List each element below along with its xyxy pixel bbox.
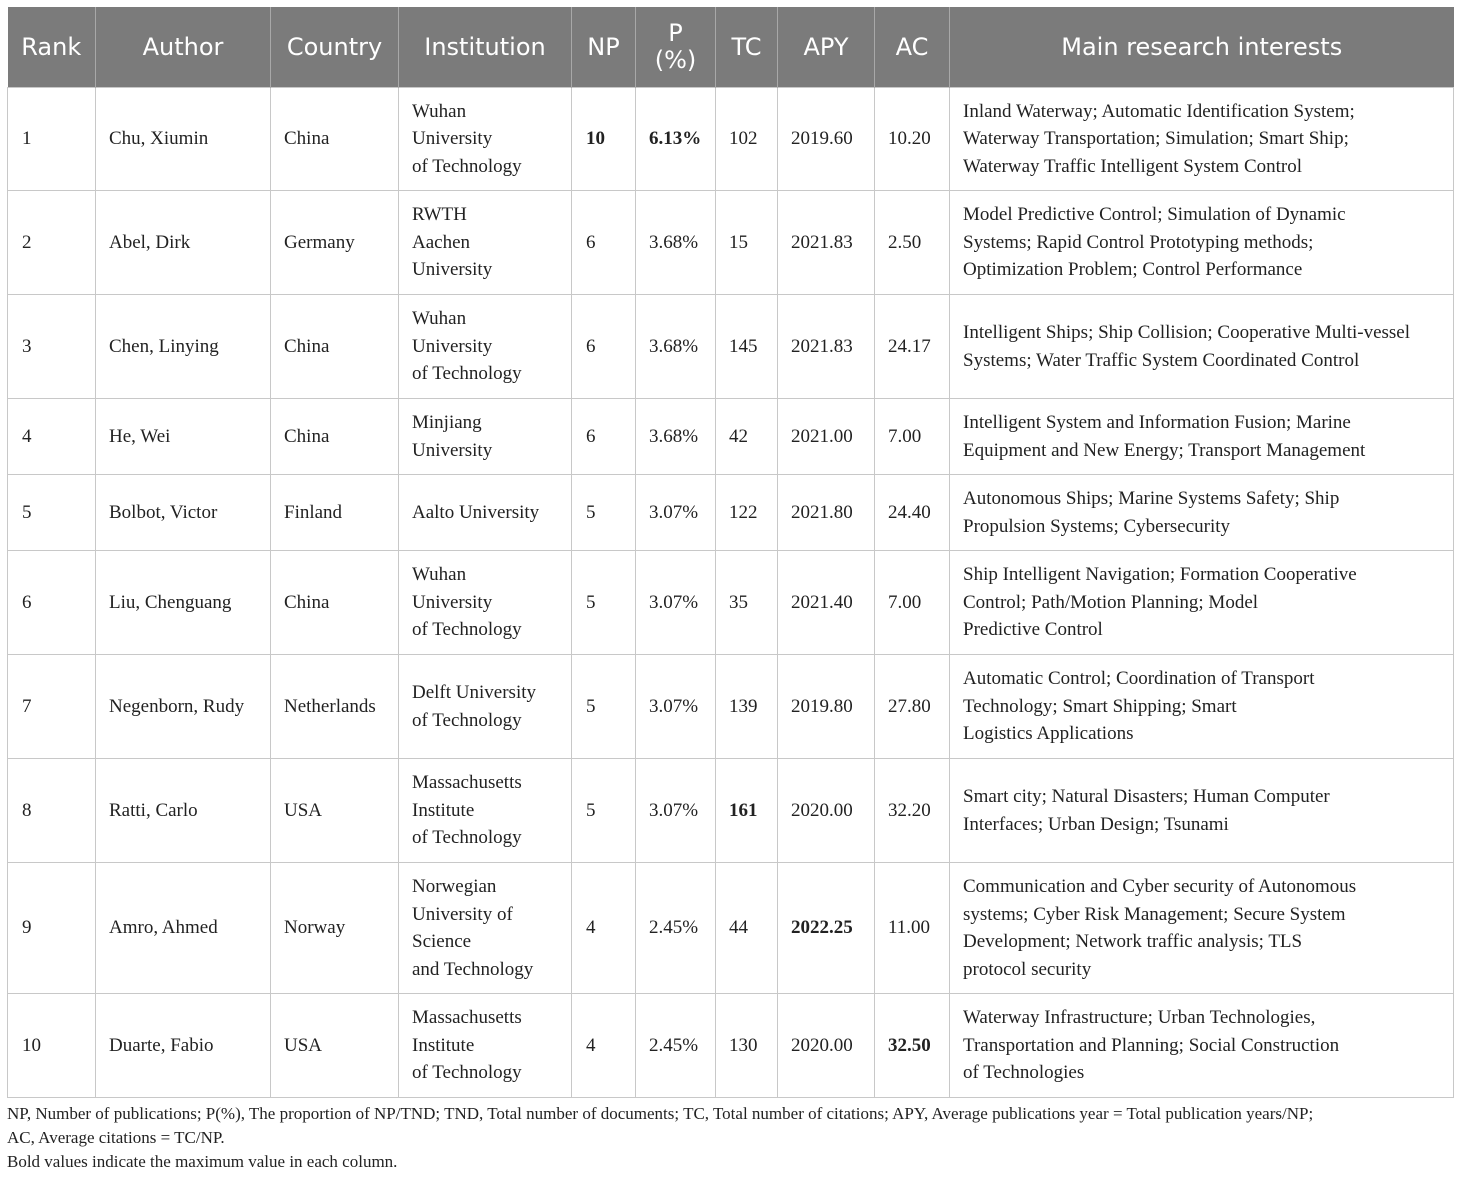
- np-cell: [572, 88, 636, 191]
- interests-cell-line: protocol security: [963, 958, 1092, 980]
- interests-cell-line: Communication and Cyber security of Autonomous: [963, 876, 1357, 897]
- rank-cell-value: 9: [22, 917, 32, 939]
- table-row: [8, 551, 1454, 655]
- apy-cell: [778, 475, 875, 551]
- rank-cell: [8, 759, 96, 863]
- table-row: [8, 475, 1454, 551]
- tc-cell: [716, 399, 778, 475]
- rank-cell-value: 4: [22, 425, 32, 447]
- ac-cell-value: 27.80: [888, 695, 931, 717]
- author-cell: [96, 191, 271, 295]
- p-cell-value: 3.07%: [649, 695, 699, 717]
- p-cell-value: 3.68%: [649, 425, 699, 447]
- institution-cell-line: University: [412, 335, 493, 357]
- p-cell-value: 3.07%: [649, 501, 699, 523]
- np-cell-value: 6: [586, 231, 596, 253]
- tc-cell-value: 42: [729, 425, 748, 447]
- institution-cell-line: University of: [412, 903, 513, 925]
- interests-cell: [950, 399, 1454, 475]
- header-institution: Institution: [399, 7, 572, 88]
- institution-cell-line: RWTH: [412, 204, 467, 226]
- institution-cell-line: University: [412, 591, 493, 613]
- table-row: [8, 994, 1454, 1098]
- tc-cell: [716, 759, 778, 863]
- table-row: [8, 399, 1454, 475]
- country-cell-value: Finland: [284, 501, 343, 523]
- author-cell: [96, 475, 271, 551]
- p-cell-value: 3.07%: [649, 591, 699, 613]
- interests-cell-line: Automatic Control; Coordination of Transport: [963, 668, 1315, 690]
- ac-cell: [875, 475, 950, 551]
- institution-cell-line: Massachusetts: [412, 1007, 522, 1029]
- np-cell: [572, 655, 636, 759]
- p-cell: [636, 399, 716, 475]
- p-cell: [636, 88, 716, 191]
- author-table: [7, 7, 1454, 1098]
- interests-cell-line: Waterway Infrastructure; Urban Technologies,: [963, 1007, 1316, 1029]
- rank-cell: [8, 295, 96, 399]
- apy-cell: [778, 191, 875, 295]
- interests-cell: [950, 191, 1454, 295]
- np-cell-value: 4: [586, 917, 596, 939]
- np-cell-value: 5: [586, 501, 596, 523]
- rank-cell: [8, 994, 96, 1098]
- tc-cell: [716, 655, 778, 759]
- np-cell: [572, 994, 636, 1098]
- apy-cell-value: 2019.60: [791, 128, 853, 150]
- ac-cell-value: 10.20: [888, 128, 931, 150]
- ac-cell-value: 11.00: [888, 917, 931, 939]
- institution-cell: [399, 994, 572, 1098]
- institution-cell-line: Aachen: [412, 231, 471, 253]
- apy-cell-value: 2021.83: [791, 231, 853, 253]
- ac-cell-value: 2.50: [888, 231, 922, 253]
- footnote: [7, 1102, 1457, 1174]
- np-cell: [572, 759, 636, 863]
- interests-cell-line: Intelligent Ships; Ship Collision; Cooperative Multi-vessel: [963, 322, 1411, 343]
- country-cell-value: Germany: [284, 231, 355, 253]
- institution-cell: [399, 863, 572, 994]
- interests-cell-line: Inland Waterway; Automatic Identification System;: [963, 100, 1355, 122]
- ac-cell-value: 32.50: [888, 1034, 931, 1056]
- institution-cell-line: Delft University: [412, 682, 537, 703]
- apy-cell: [778, 88, 875, 191]
- author-cell-value: He, Wei: [109, 425, 171, 447]
- np-cell: [572, 475, 636, 551]
- np-cell-value: 5: [586, 799, 596, 821]
- institution-cell-line: of Technology: [412, 827, 522, 849]
- p-cell: [636, 759, 716, 863]
- header-rank: Rank: [8, 7, 96, 88]
- institution-cell-line: Institute: [412, 1034, 475, 1056]
- apy-cell: [778, 295, 875, 399]
- header-p: P (%): [636, 7, 716, 88]
- interests-cell-line: Ship Intelligent Navigation; Formation Cooperative: [963, 564, 1357, 586]
- ac-cell-value: 7.00: [888, 591, 922, 613]
- apy-cell: [778, 551, 875, 655]
- p-cell: [636, 994, 716, 1098]
- institution-cell: [399, 191, 572, 295]
- institution-cell-line: of Technology: [412, 363, 522, 385]
- country-cell: [271, 863, 399, 994]
- tc-cell-value: 44: [729, 917, 748, 939]
- apy-cell: [778, 399, 875, 475]
- ac-cell: [875, 88, 950, 191]
- table-row: [8, 863, 1454, 994]
- np-cell: [572, 295, 636, 399]
- country-cell: [271, 551, 399, 655]
- institution-cell-line: Wuhan: [412, 308, 467, 330]
- institution-cell: [399, 655, 572, 759]
- institution-cell: [399, 551, 572, 655]
- ac-cell: [875, 759, 950, 863]
- rank-cell-value: 2: [22, 231, 32, 253]
- country-cell-value: China: [284, 128, 330, 150]
- institution-cell-line: Aalto University: [412, 501, 540, 523]
- ac-cell: [875, 655, 950, 759]
- ac-cell: [875, 191, 950, 295]
- author-cell: [96, 551, 271, 655]
- header-author: Author: [96, 7, 271, 88]
- institution-cell-line: of Technology: [412, 619, 522, 641]
- np-cell-value: 6: [586, 425, 596, 447]
- apy-cell: [778, 994, 875, 1098]
- author-cell-value: Negenborn, Rudy: [109, 695, 245, 717]
- header-row: [8, 7, 1454, 88]
- rank-cell: [8, 475, 96, 551]
- author-cell-value: Liu, Chenguang: [109, 591, 232, 613]
- p-cell-value: 3.68%: [649, 335, 699, 357]
- interests-cell: [950, 295, 1454, 399]
- ac-cell-value: 24.17: [888, 335, 931, 357]
- author-cell-value: Bolbot, Victor: [109, 501, 218, 523]
- author-cell: [96, 399, 271, 475]
- header-np: NP: [572, 7, 636, 88]
- interests-cell-line: Interfaces; Urban Design; Tsunami: [963, 813, 1229, 835]
- institution-cell-line: Norwegian: [412, 876, 497, 897]
- institution-cell: [399, 88, 572, 191]
- institution-cell-line: University: [412, 439, 493, 461]
- p-cell-value: 2.45%: [649, 917, 699, 939]
- institution-cell: [399, 475, 572, 551]
- footnote-line: Bold values indicate the maximum value in each column.: [7, 1152, 398, 1171]
- author-cell-value: Ratti, Carlo: [109, 799, 198, 821]
- apy-cell-value: 2022.25: [791, 917, 853, 939]
- tc-cell: [716, 863, 778, 994]
- country-cell-value: Netherlands: [284, 695, 376, 717]
- p-cell: [636, 295, 716, 399]
- interests-cell-line: Control; Path/Motion Planning; Model: [963, 591, 1259, 613]
- country-cell-value: China: [284, 425, 330, 447]
- tc-cell-value: 15: [729, 231, 748, 253]
- interests-cell: [950, 759, 1454, 863]
- apy-cell: [778, 655, 875, 759]
- np-cell-value: 10: [586, 128, 605, 150]
- rank-cell-value: 1: [22, 128, 32, 150]
- country-cell: [271, 88, 399, 191]
- rank-cell: [8, 863, 96, 994]
- interests-cell: [950, 863, 1454, 994]
- interests-cell-line: Systems; Rapid Control Prototyping methods;: [963, 231, 1314, 253]
- institution-cell-line: Wuhan: [412, 564, 467, 586]
- apy-cell-value: 2020.00: [791, 1034, 853, 1056]
- country-cell-value: China: [284, 591, 330, 613]
- apy-cell-value: 2021.83: [791, 335, 853, 357]
- country-cell: [271, 399, 399, 475]
- table-row: [8, 759, 1454, 863]
- interests-cell-line: Predictive Control: [963, 619, 1103, 641]
- p-cell: [636, 475, 716, 551]
- ac-cell-value: 7.00: [888, 425, 922, 447]
- country-cell: [271, 475, 399, 551]
- tc-cell-value: 102: [729, 128, 758, 150]
- rank-cell: [8, 399, 96, 475]
- footnote-line: AC, Average citations = TC/NP.: [7, 1128, 225, 1147]
- ac-cell-value: 24.40: [888, 501, 931, 523]
- apy-cell-value: 2020.00: [791, 799, 853, 821]
- apy-cell-value: 2021.00: [791, 425, 853, 447]
- header-interests: Main research interests: [950, 7, 1454, 88]
- ac-cell: [875, 399, 950, 475]
- institution-cell-line: of Technology: [412, 155, 522, 177]
- institution-cell-line: Wuhan: [412, 100, 467, 122]
- institution-cell: [399, 759, 572, 863]
- author-cell-value: Amro, Ahmed: [109, 917, 218, 939]
- rank-cell: [8, 88, 96, 191]
- author-cell: [96, 295, 271, 399]
- interests-cell-line: Development; Network traffic analysis; TLS: [963, 931, 1303, 952]
- author-cell: [96, 863, 271, 994]
- p-cell-value: 3.68%: [649, 231, 699, 253]
- interests-cell: [950, 655, 1454, 759]
- country-cell: [271, 655, 399, 759]
- interests-cell: [950, 994, 1454, 1098]
- table-row: [8, 655, 1454, 759]
- rank-cell-value: 5: [22, 501, 32, 523]
- tc-cell-value: 145: [729, 335, 758, 357]
- table-row: [8, 88, 1454, 191]
- header-country: Country: [271, 7, 399, 88]
- institution-cell-line: University: [412, 128, 493, 150]
- footnote-line: NP, Number of publications; P(%), The proportion of NP/TND; TND, Total number of documents; TC, Total number of citations; APY, Average publications year = Total publication years/NP;: [7, 1104, 1314, 1123]
- p-cell: [636, 863, 716, 994]
- interests-cell: [950, 475, 1454, 551]
- institution-cell-line: Minjiang: [412, 412, 482, 433]
- tc-cell: [716, 88, 778, 191]
- interests-cell-line: Systems; Water Traffic System Coordinated Control: [963, 349, 1360, 371]
- interests-cell-line: Optimization Problem; Control Performance: [963, 259, 1303, 281]
- apy-cell: [778, 863, 875, 994]
- institution-cell-line: Massachusetts: [412, 772, 522, 794]
- p-cell: [636, 551, 716, 655]
- author-cell: [96, 88, 271, 191]
- apy-cell: [778, 759, 875, 863]
- interests-cell-line: of Technologies: [963, 1062, 1085, 1084]
- country-cell-value: Norway: [284, 917, 346, 939]
- ac-cell: [875, 551, 950, 655]
- tc-cell: [716, 191, 778, 295]
- header-apy: APY: [778, 7, 875, 88]
- institution-cell: [399, 295, 572, 399]
- np-cell: [572, 399, 636, 475]
- interests-cell: [950, 551, 1454, 655]
- tc-cell-value: 122: [729, 501, 758, 523]
- np-cell-value: 6: [586, 335, 596, 357]
- tc-cell: [716, 994, 778, 1098]
- p-cell: [636, 655, 716, 759]
- tc-cell: [716, 295, 778, 399]
- institution-cell: [399, 399, 572, 475]
- table-row: [8, 191, 1454, 295]
- p-cell-value: 2.45%: [649, 1034, 699, 1056]
- interests-cell-line: Propulsion Systems; Cybersecurity: [963, 515, 1231, 537]
- country-cell: [271, 295, 399, 399]
- ac-cell-value: 32.20: [888, 799, 931, 821]
- interests-cell: [950, 88, 1454, 191]
- interests-cell-line: Technology; Smart Shipping; Smart: [963, 695, 1237, 717]
- header-ac: AC: [875, 7, 950, 88]
- p-cell-value: 6.13%: [649, 128, 702, 150]
- table-container: [7, 7, 1453, 1098]
- rank-cell: [8, 655, 96, 759]
- institution-cell-line: Science: [412, 931, 472, 952]
- interests-cell-line: Autonomous Ships; Marine Systems Safety; Ship: [963, 488, 1340, 509]
- ac-cell: [875, 863, 950, 994]
- interests-cell-line: Waterway Traffic Intelligent System Control: [963, 155, 1303, 177]
- np-cell: [572, 863, 636, 994]
- author-cell-value: Abel, Dirk: [109, 231, 191, 253]
- np-cell-value: 5: [586, 695, 596, 717]
- country-cell: [271, 191, 399, 295]
- np-cell: [572, 551, 636, 655]
- np-cell-value: 4: [586, 1034, 596, 1056]
- country-cell-value: USA: [284, 799, 323, 821]
- tc-cell-value: 35: [729, 591, 748, 613]
- rank-cell-value: 10: [22, 1034, 41, 1056]
- tc-cell-value: 161: [729, 799, 758, 821]
- apy-cell-value: 2021.80: [791, 501, 853, 523]
- country-cell: [271, 994, 399, 1098]
- table-row: [8, 295, 1454, 399]
- interests-cell-line: Intelligent System and Information Fusion; Marine: [963, 412, 1351, 433]
- p-cell-value: 3.07%: [649, 799, 699, 821]
- interests-cell-line: Logistics Applications: [963, 723, 1134, 745]
- institution-cell-line: of Technology: [412, 709, 522, 731]
- tc-cell-value: 130: [729, 1034, 758, 1056]
- rank-cell-value: 3: [22, 335, 32, 357]
- rank-cell-value: 8: [22, 799, 32, 821]
- tc-cell: [716, 475, 778, 551]
- interests-cell-line: Equipment and New Energy; Transport Management: [963, 439, 1366, 461]
- interests-cell-line: Waterway Transportation; Simulation; Smart Ship;: [963, 128, 1349, 150]
- rank-cell: [8, 191, 96, 295]
- interests-cell-line: systems; Cyber Risk Management; Secure System: [963, 903, 1346, 925]
- p-cell: [636, 191, 716, 295]
- header-tc: TC: [716, 7, 778, 88]
- rank-cell-value: 6: [22, 591, 32, 613]
- institution-cell-line: and Technology: [412, 958, 534, 980]
- author-cell: [96, 655, 271, 759]
- tc-cell: [716, 551, 778, 655]
- country-cell-value: USA: [284, 1034, 323, 1056]
- interests-cell-line: Model Predictive Control; Simulation of Dynamic: [963, 204, 1346, 226]
- apy-cell-value: 2019.80: [791, 695, 853, 717]
- author-cell-value: Duarte, Fabio: [109, 1034, 214, 1056]
- ac-cell: [875, 295, 950, 399]
- rank-cell-value: 7: [22, 695, 32, 717]
- ac-cell: [875, 994, 950, 1098]
- institution-cell-line: Institute: [412, 799, 475, 821]
- institution-cell-line: University: [412, 259, 493, 281]
- rank-cell: [8, 551, 96, 655]
- author-cell: [96, 759, 271, 863]
- np-cell-value: 5: [586, 591, 596, 613]
- country-cell-value: China: [284, 335, 330, 357]
- institution-cell-line: of Technology: [412, 1062, 522, 1084]
- interests-cell-line: Smart city; Natural Disasters; Human Computer: [963, 786, 1330, 807]
- author-cell-value: Chen, Linying: [109, 335, 219, 357]
- author-cell: [96, 994, 271, 1098]
- interests-cell-line: Transportation and Planning; Social Construction: [963, 1034, 1340, 1056]
- author-cell-value: Chu, Xiumin: [109, 128, 209, 150]
- apy-cell-value: 2021.40: [791, 591, 853, 613]
- tc-cell-value: 139: [729, 695, 758, 717]
- np-cell: [572, 191, 636, 295]
- country-cell: [271, 759, 399, 863]
